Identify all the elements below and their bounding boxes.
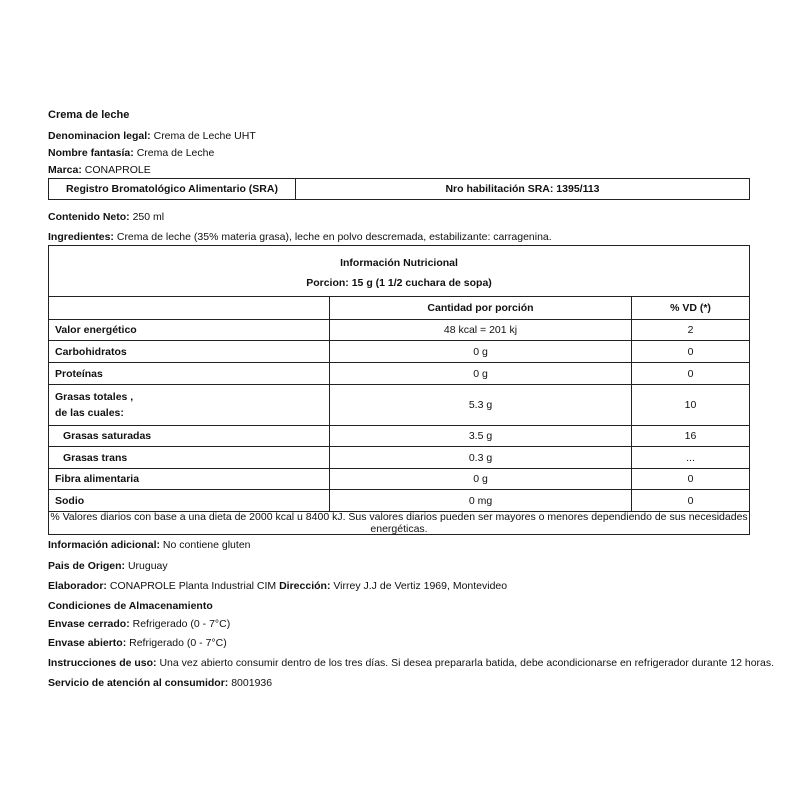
elaborador-value: CONAPROLE Planta Industrial CIM [106,580,280,592]
elaborador-label: Elaborador: [48,580,107,592]
denominacion-legal [48,129,256,143]
header-vd: % VD (*) [670,302,711,314]
table-row [49,320,749,341]
nutrient-amount: 0.3 g [330,447,632,468]
direccion-label: Dirección: [279,580,331,592]
nutrient-name: Grasas saturadas [49,426,330,446]
nutrient-amount: 0 g [330,363,632,384]
table-row [49,341,749,363]
table-row [49,490,749,512]
marca [48,163,151,177]
table-row [49,426,749,447]
nombre-fantasia [48,146,214,160]
nutrition-footnote: % Valores diarios con base a una dieta de 2000 kcal u 8400 kJ. Sus valores diarios pueden ser mayores o menores dependiendo de sus necesidades energéticas. [50,511,748,535]
instrucciones-uso [48,656,774,670]
nutrient-amount: 0 g [330,469,632,489]
table-row [49,385,749,426]
nutrient-vd: 0 [687,473,694,485]
sra-number: Nro habilitación SRA: 1395/113 [445,183,600,195]
nutrient-name: Sodio [49,490,330,511]
ingredientes-value: Crema de leche (35% materia grasa), leche en polvo descremada, estabilizante: carragenina. [113,231,552,243]
elaborador [48,579,507,593]
nombre-fantasia-label: Nombre fantasía: [48,147,134,159]
nutrient-name: Proteínas [49,363,330,384]
nutrient-amount: 0 g [330,341,632,362]
nutrition-header [49,246,749,297]
nutrient-vd: 2 [687,324,694,336]
nutrient-name: Carbohidratos [49,341,330,362]
table-row [49,447,749,469]
nutrient-amount: 48 kcal = 201 kj [330,320,632,340]
nutrient-vd: 0 [687,494,694,507]
info-adicional-value: No contiene gluten [160,539,251,551]
servicio-consumidor [48,676,272,690]
pais-origen [48,559,168,573]
info-adicional-label: Información adicional: [48,539,161,551]
direccion-value: Virrey J.J de Vertiz 1969, Montevideo [330,580,508,592]
marca-label: Marca: [48,164,82,176]
ingredientes [48,230,552,244]
table-row [49,363,749,385]
table-row [49,469,749,490]
envase-abierto [48,636,227,650]
nutrient-name: Grasas trans [49,447,330,468]
condiciones-almacenamiento: Condiciones de Almacenamiento [48,600,213,612]
nombre-fantasia-value: Crema de Leche [133,147,215,159]
pais-label: Pais de Origen: [48,560,126,572]
nutrition-column-header [49,297,749,320]
envase-cerrado [48,617,230,631]
sra-box [48,178,750,200]
ingredientes-label: Ingredientes: [48,231,114,243]
pais-value: Uruguay [125,560,168,572]
product-title: Crema de leche [48,109,130,121]
denominacion-value: Crema de Leche UHT [150,130,256,142]
nutrient-vd: 16 [684,430,697,442]
nutrition-title: Información Nutricional [340,257,458,269]
servicio-value: 8001936 [228,677,273,689]
nutrition-portion: Porcion: 15 g (1 1/2 cuchara de sopa) [306,277,492,289]
nutrient-name [49,385,330,425]
nutrient-amount: 5.3 g [330,385,632,425]
nutrient-name: Fibra alimentaria [49,469,330,489]
instrucciones-value: Una vez abierto consumir dentro de los tres días. Si desea prepararla batida, debe acondicionarse en refrigerador durante 12 horas. [156,657,775,669]
envase-abierto-value: Refrigerado (0 - 7°C) [126,637,227,649]
marca-value: CONAPROLE [81,164,151,176]
servicio-label: Servicio de atención al consumidor: [48,677,229,689]
nutrient-name: Valor energético [49,320,330,340]
sra-registry-label: Registro Bromatológico Alimentario (SRA) [49,179,296,199]
contenido-neto [48,210,164,224]
contenido-value: 250 ml [129,211,165,223]
nutrient-name-line2: de las cuales: [55,407,124,419]
nutrition-table [48,245,750,535]
envase-abierto-label: Envase abierto: [48,637,127,649]
nutrient-vd: 0 [687,367,694,380]
header-empty-cell [49,297,330,319]
instrucciones-label: Instrucciones de uso: [48,657,157,669]
informacion-adicional [48,538,251,552]
nutrient-name-line1: Grasas totales , [55,391,134,403]
nutrient-vd: 10 [684,399,697,411]
envase-cerrado-value: Refrigerado (0 - 7°C) [129,618,231,630]
envase-cerrado-label: Envase cerrado: [48,618,130,630]
nutrient-amount: 0 mg [330,490,632,511]
nutrient-vd: ... [686,451,695,464]
nutrient-amount: 3.5 g [330,426,632,446]
header-amount: Cantidad por porción [330,297,632,319]
denominacion-label: Denominacion legal: [48,130,151,142]
contenido-label: Contenido Neto: [48,211,130,223]
nutrient-vd: 0 [687,345,694,358]
